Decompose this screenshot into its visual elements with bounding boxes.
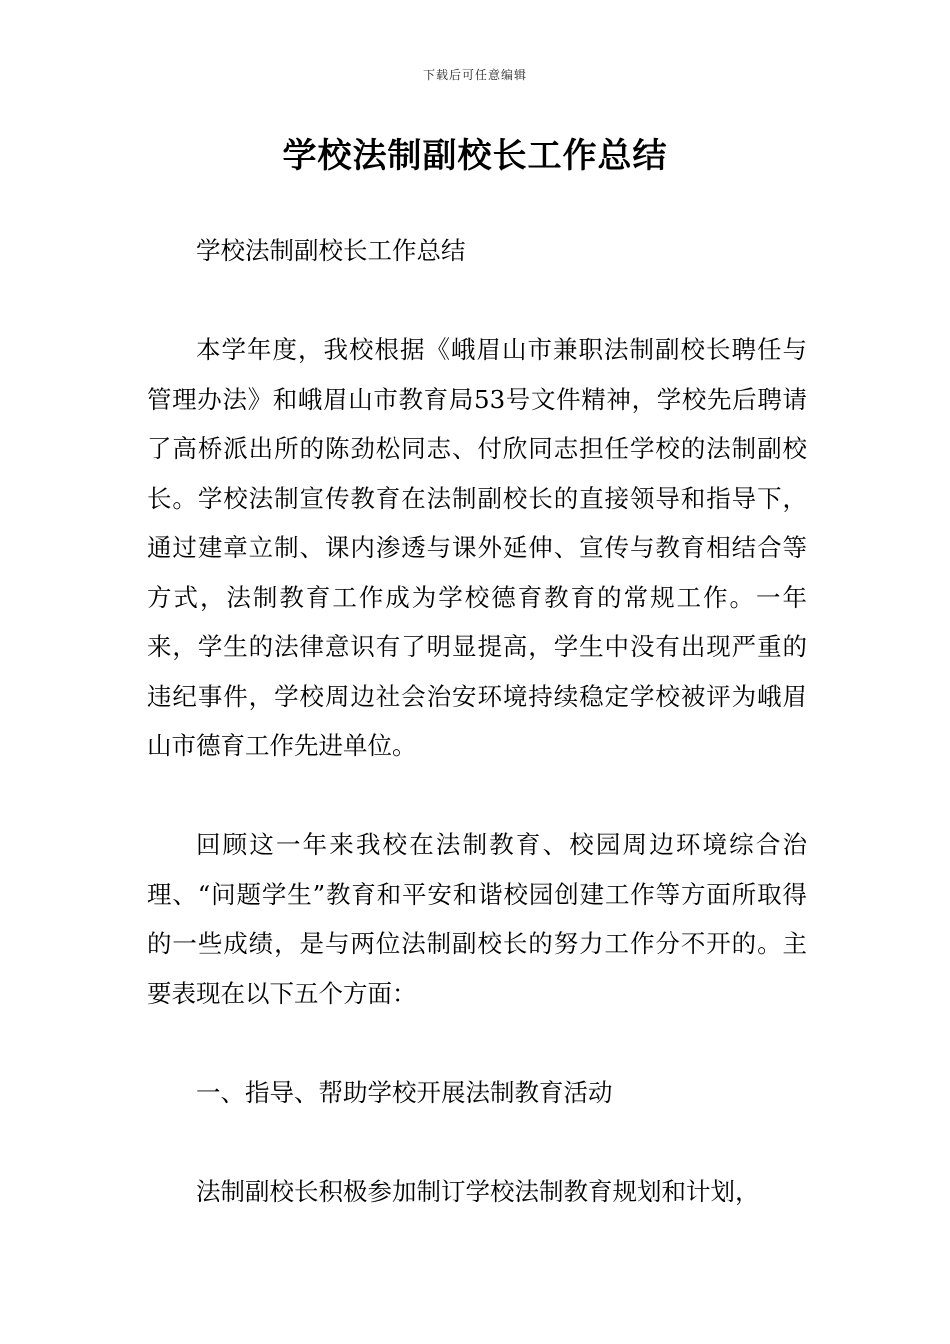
paragraph-subtitle: 学校法制副校长工作总结: [196, 236, 466, 265]
header-note: 下载后可任意编辑: [422, 68, 527, 82]
paragraph-intro: 本学年度，我校根据《峨眉山市兼职法制副校长聘任与管理办法》和峨眉山市教育局53号文件精神，学校先后聘请了高桥派出所的陈劲松同志、付欣同志担任学校的法制副校长。学校法制宣传教育在法制副校长的直接领导和指导下，通过建章立制、课内渗透与课外延伸、宣传与教育相结合等方式，法制教育工作成为学校德育教育的常规工作。一年来，学生的法律意识有了明显提高，学生中没有出现严重的违纪事件，学校周边社会治安环境持续稳定学校被评为峨眉山市德育工作先进单位。: [147, 335, 807, 760]
document-body: [147, 226, 807, 1216]
paragraph-review: 回顾这一年来我校在法制教育、校园周边环境综合治理、“问题学生”教育和平安和谐校园创建工作等方面所取得的一些成绩，是与两位法制副校长的努力工作分不开的。主要表现在以下五个方面：: [147, 830, 807, 1008]
document-title: 学校法制副校长工作总结: [282, 136, 668, 176]
paragraph-section-1: 法制副校长积极参加制订学校法制教育规划和计划，: [196, 1176, 760, 1206]
section-heading-1: 一、指导、帮助学校开展法制教育活动: [196, 1077, 613, 1107]
